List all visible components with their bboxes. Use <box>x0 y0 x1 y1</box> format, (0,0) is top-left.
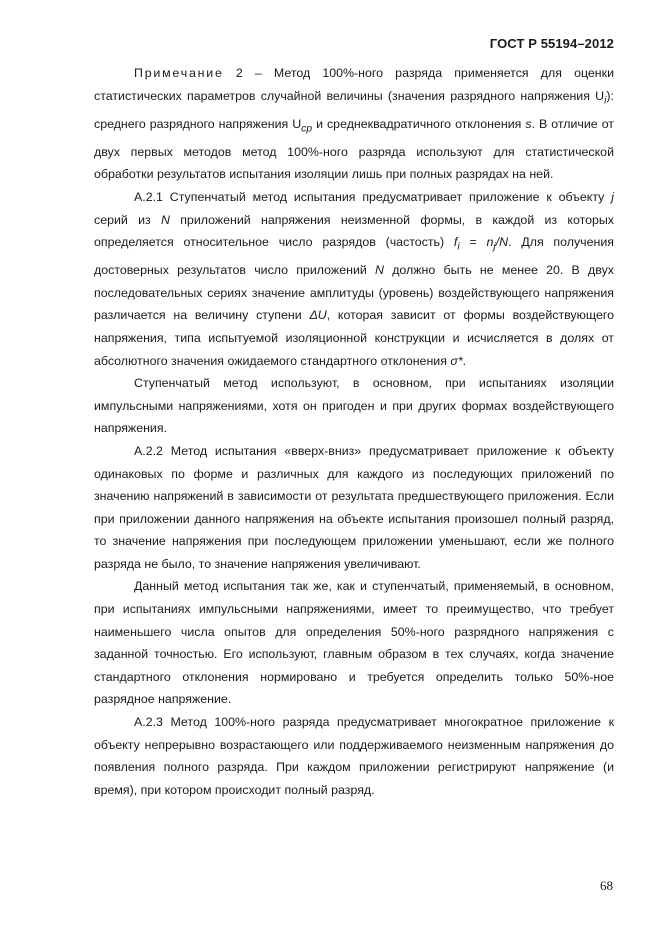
method-advantage-paragraph: Данный метод испытания так же, как и ступенчатый, применяемый, в основном, при испытаниях импульсными напряжениями, имеет то преимущество, что требует наименьшего числа опытов для определения 50%-ного разрядного напряжения с заданной точностью. Его используют, главным образом в тех случаях, когда значение стандартного отклонения нормировано и требуется определить только 50%-ное разрядное напряжение. <box>94 579 614 707</box>
note-paragraph: Примечание 2 – Метод 100%-ного разряда применяется для оценки статистических параметров случайной величины (значения разрядного напряжения $U_i$): среднего разрядного напряжения $U_{ср}$ и среднеквадратичного отклонения s. В отличие от двух первых методов метод 100%-ного разряда используют для статистической обработки результатов испытания изоляции лишь при полных разрядах на ней. <box>94 66 614 182</box>
step-method-paragraph: Ступенчатый метод используют, в основном, при испытаниях изоляции импульсными напряжениями, хотя он пригоден и при других формах воздействующего напряжения. <box>94 376 614 436</box>
section-a22-paragraph: А.2.2 Метод испытания «вверх-вниз» предусматривает приложение к объекту одинаковых по форме и различных для каждого из последующих приложений по значению напряжений в зависимости от результата предшествующего приложения. Если при приложении данного напряжения на объекте испытания произошел полный разряд, то значение напряжения при последующем приложении уменьшают, если же полного разряда не было, то значение напряжения увеличивают. <box>94 443 614 571</box>
section-a21-paragraph: А.2.1 Ступенчатый метод испытания предусматривает приложение к объекту j серий из N приложений напряжения неизменной формы, в каждой из которых определяется относительное число разрядов (частость) $f_i = n_j/N$. Для получения достоверных результатов число приложений N должно быть не менее 20. В двух последовательных сериях значение амплитуды (уровень) воздействующего напряжения различается на величину ступени ΔU, которая зависит от формы воздействующего напряжения, типа испытуемой изоляционной конструкции и исчисляется в долях от абсолютного значения ожидаемого стандартного отклонения σ*. <box>94 189 615 368</box>
document-body <box>94 62 614 801</box>
section-a23-paragraph: А.2.3 Метод 100%-ного разряда предусматривает многократное приложение к объекту непрерывно возрастающего или поддерживаемого неизменным напряжения до появления полного разряда. При каждом приложении регистрируют напряжение (и время), при котором происходит полный разряд. <box>94 715 614 797</box>
note-label: Примечание <box>134 66 224 80</box>
standard-header: ГОСТ Р 55194–2012 <box>489 36 614 51</box>
page-number: 68 <box>600 878 613 893</box>
